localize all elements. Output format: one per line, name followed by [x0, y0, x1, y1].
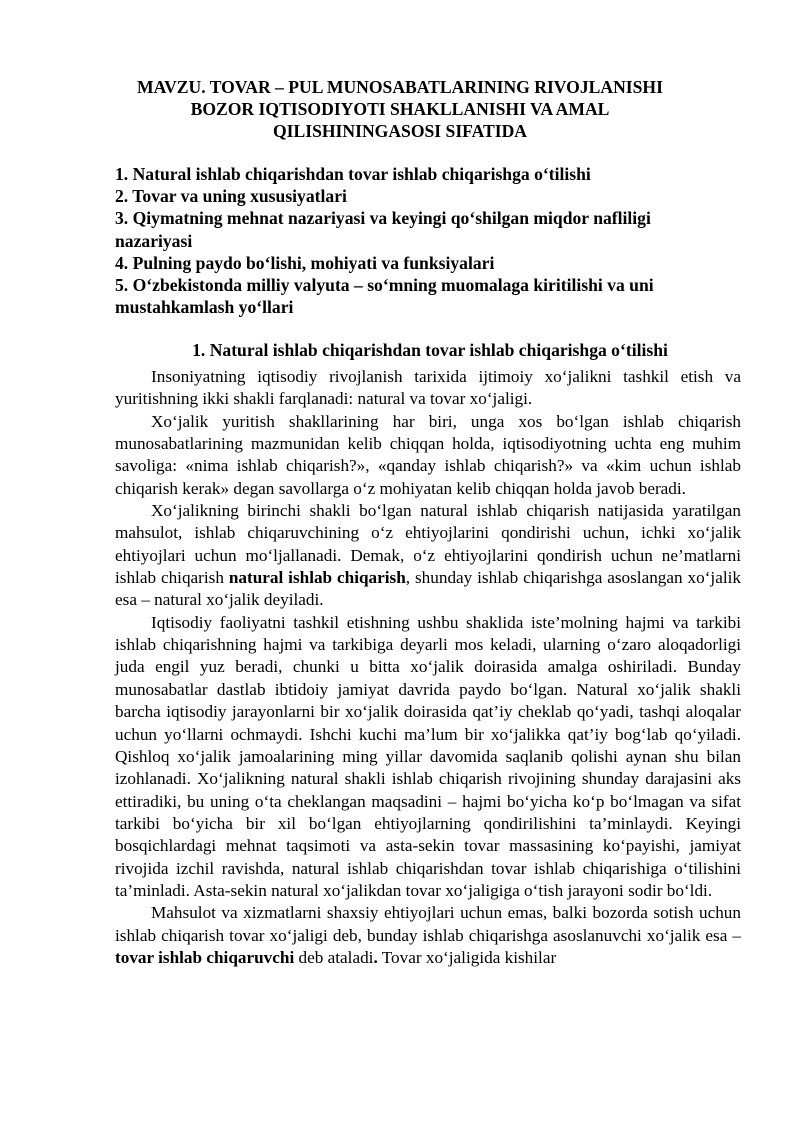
paragraph-text: , shunday ishlab chiqarishga asoslangan xo‘jalik esa – natural xo‘jalik deyiladi. [115, 568, 741, 610]
body-text [115, 366, 741, 969]
paragraph: Xo‘jalik yuritish shakllarining har biri, unga xos bo‘lgan ishlab chiqarish munosabatlarining mazmunidan kelib chiqqan holda, iqtisodiyotning uchta eng muhim savoliga: «nima ishlab chiqarish?», «qanday ishlab chiqarish?» va «kim uchun ishlab chiqarish kerak» degan savollarga o‘z mohiyatan kelib chiqqan holda javob beradi. [115, 411, 741, 498]
bold-term: tovar ishlab chiqaruvchi [115, 947, 295, 967]
paragraph-text: Xo‘jalikning birinchi shakli bo‘lgan natural ishlab chiqarish natijasida yaratilgan mahsulot, ishlab chiqaruvchining o‘z ehtiyojlarini qondirishi uchun, ichki xo‘jalik ehtiyojlari uchun mo‘ljallanadi. Demak, o‘z ehtiyojlarini qondirish uchun ne’matlarni ishlab chiqarish [115, 501, 741, 588]
paragraph-text: Mahsulot va xizmatlarni shaxsiy ehtiyojlari uchun emas, balki bozorda sotish uchun ishlab chiqarish tovar xo‘jaligi deb, bunday ishlab chiqarishga asoslanuvchi xo‘jalik esa – [115, 903, 741, 945]
toc-item-2: 2. Tovar va uning xususiyatlari [115, 186, 347, 207]
bold-period: . [373, 947, 378, 967]
paragraph: Iqtisodiy faoliyatni tashkil etishning ushbu shaklida iste’molning hajmi va tarkibi ishlab chiqarishning hajmi va tarkibiga deyarli mos keladi, ularning o‘zaro aloqadorligi juda engil yuz beradi, chunki u bitta xo‘jalik doirasida amalga oshiriladi. Bunday munosabatlar dastlab ibtidoiy jamiyat davrida paydo bo‘lgan. Natural xo‘jalik shakli barcha iqtisodiy jarayonlarni bir xo‘jalik doirasida qat’iy cheklab qo‘yadi, tashqi aloqalar uchun yo‘llarni ochmaydi. Ishchi kuchi ma’lum bir xo‘jalikka qat’iy bog‘lab qo‘yiladi. Qishloq xo‘jalik jamoalarining ming yillar davomida saqlanib qolishi aynan shu bilan izohlanadi. Xo‘jalikning natural shakli ishlab chiqarish rivojining shunday darajasini aks ettiradiki, bu uning o‘ta cheklangan maqsadini – hajmi bo‘yicha ko‘p bo‘lmagan va sifat tarkibi bo‘yicha bir xil bo‘lgan ehtiyojlarning qondirilishini ta’minlaydi. Keyingi bosqichlardagi mehnat taqsimoti va asta-sekin tovar massasining ko‘payishi, jamiyat rivojida izchil ravishda, natural ishlab chiqarishdan tovar ishlab chiqarishiga o‘tilishini ta’minladi. Asta-sekin natural xo‘jalikdan tovar xo‘jaligiga o‘tish jarayoni sodir bo‘ldi. [115, 612, 741, 900]
paragraph [115, 500, 741, 612]
section-heading: 1. Natural ishlab chiqarishdan tovar ishlab chiqarishga o‘tilishi [192, 340, 668, 360]
bold-term: natural ishlab chiqarish [228, 568, 406, 588]
table-of-contents [115, 163, 715, 318]
paragraph-text: deb ataladi [294, 947, 374, 967]
paragraph: Insoniyatning iqtisodiy rivojlanish tarixida ijtimoiy xo‘jalikni tashkil etish va yuritishning ikki shakli farqlanadi: natural va tovar xo‘jaligi. [115, 367, 741, 409]
document-title [100, 76, 700, 142]
title-line-2: BOZOR IQTISODIYOTI SHAKLLANISHI VA AMAL [190, 99, 610, 119]
toc-item-3: 3. Qiymatning mehnat nazariyasi va keyingi qo‘shilgan miqdor nafliligi [115, 208, 651, 229]
toc-item-4: 4. Pulning paydo bo‘lishi, mohiyati va funksiyalari [115, 252, 495, 273]
toc-item-5-continued: mustahkamlash yo‘llari [115, 297, 294, 318]
toc-item-3-continued: nazariyasi [115, 230, 193, 251]
title-line-1: MAVZU. TOVAR – PUL MUNOSABATLARINING RIVOJLANISHI [137, 77, 663, 97]
title-line-3: QILISHININGASOSI SIFATIDA [272, 121, 528, 141]
paragraph [115, 902, 741, 969]
toc-item-5: 5. O‘zbekistonda milliy valyuta – so‘mning muomalaga kiritilishi va uni [115, 275, 654, 296]
toc-item-1: 1. Natural ishlab chiqarishdan tovar ishlab chiqarishga o‘tilishi [115, 164, 591, 184]
paragraph-text: Tovar xo‘jaligida kishilar [377, 947, 557, 967]
